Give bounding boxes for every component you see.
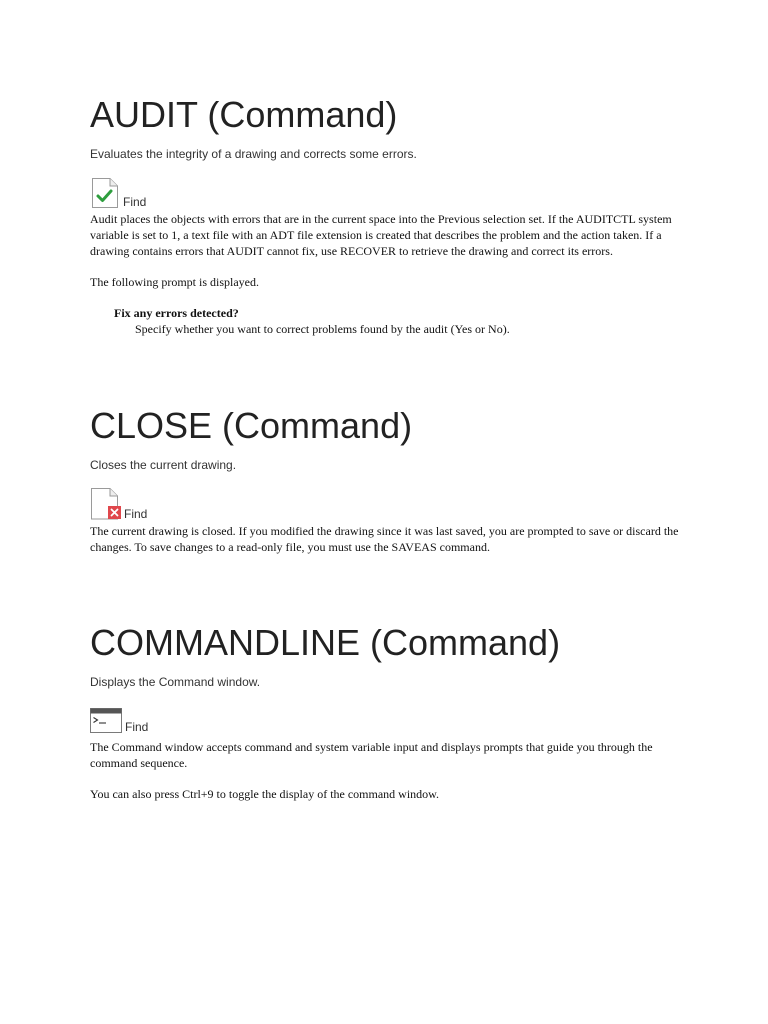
audit-summary: Evaluates the integrity of a drawing and corrects some errors.: [90, 147, 417, 161]
commandline-paragraph: The Command window accepts command and system variable input and displays prompts that guide you through the command sequence.: [90, 740, 653, 770]
document-check-icon: [90, 177, 120, 209]
commandline-section: [90, 622, 690, 801]
audit-section: [90, 94, 690, 336]
audit-find-link[interactable]: Find: [123, 195, 147, 209]
commandline-summary: Displays the Command window.: [90, 675, 261, 689]
close-paragraph: The current drawing is closed. If you modified the drawing since it was last saved, you are prompted to save or discard the changes. To save changes to a read-only file, you must use the SAVEAS command.: [90, 524, 679, 554]
close-find-row: [90, 487, 147, 521]
audit-prompt-intro: The following prompt is displayed.: [90, 275, 259, 289]
audit-title: AUDIT (Command): [90, 94, 398, 135]
close-find-link[interactable]: Find: [124, 507, 148, 521]
audit-prompt-description: Specify whether you want to correct problems found by the audit (Yes or No).: [135, 322, 510, 336]
commandline-title: COMMANDLINE (Command): [90, 622, 561, 663]
command-window-icon: [90, 708, 122, 734]
document-close-icon: [90, 487, 122, 521]
commandline-find-link[interactable]: Find: [125, 720, 149, 734]
commandline-shortcut-note: You can also press Ctrl+9 to toggle the display of the command window.: [90, 787, 440, 801]
close-summary: Closes the current drawing.: [90, 458, 237, 472]
audit-prompt-label: Fix any errors detected?: [114, 306, 239, 320]
audit-find-row: [90, 177, 146, 209]
close-title: CLOSE (Command): [90, 405, 413, 446]
commandline-find-row: [90, 708, 148, 734]
close-section: [90, 405, 690, 554]
audit-paragraph: Audit places the objects with errors that are in the current space into the Previous selection set. If the AUDITCTL system variable is set to 1, a text file with an ADT file extension is created that describes the problem and the action taken. If a drawing contains errors that AUDIT cannot fix, use RECOVER to retrieve the drawing and correct its errors.: [90, 212, 672, 258]
